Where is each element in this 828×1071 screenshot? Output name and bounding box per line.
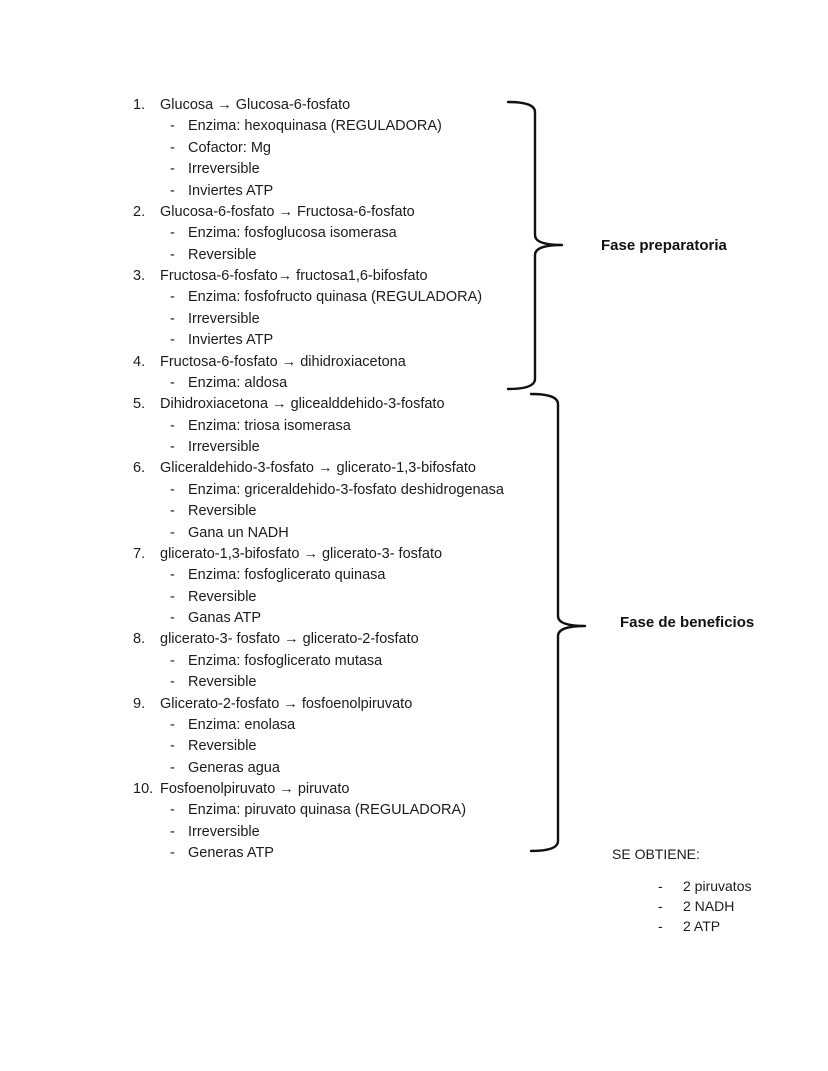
step-number: 3. [133,268,146,284]
result-item [658,876,751,896]
step-title-line [0,694,560,715]
step-detail-line [0,480,560,501]
dash-bullet: - [170,481,175,498]
step-detail: Irreversible [188,310,260,327]
step-title-line [0,352,560,373]
dash-bullet: - [170,652,175,669]
step-detail: Cofactor: Mg [188,139,271,156]
step-number: 6. [133,460,146,477]
step-title-line [0,779,560,800]
step-number: 1. [133,97,146,113]
step-detail: Reversible [188,738,257,755]
step-detail: Enzima: griceraldehido-3-fosfato deshidrogenasa [188,481,504,498]
results-heading: SE OBTIENE: [612,846,700,862]
step-title-line [0,458,560,479]
step-title: Fructosa-6-fosfato → dihidroxiacetona [160,353,406,370]
step-title-line [0,544,560,565]
step-detail-line [0,181,560,202]
dash-bullet: - [170,374,175,391]
step-detail-line [0,736,560,757]
dash-bullet: - [170,524,175,541]
step-title-line [0,629,560,650]
step-detail-line [0,245,560,266]
step-detail: Reversible [188,503,257,520]
dash-bullet: - [170,674,175,691]
result-item [658,896,751,916]
step-title: Glucosa-6-fosfato → Fructosa-6-fosfato [160,203,415,220]
step-detail-line [0,116,560,137]
step-detail: Enzima: fosfoglicerato quinasa [188,567,386,584]
phase-label-fase-de-beneficios: Fase de beneficios [620,614,755,631]
dash-bullet: - [170,225,175,242]
dash-bullet: - [658,878,663,894]
step-number: 9. [133,695,146,712]
step-detail: Reversible [188,246,257,263]
step-number: 8. [133,631,146,648]
dash-bullet: - [170,759,175,776]
step-title: Fructosa-6-fosfato→ fructosa1,6-bifosfato [160,268,428,284]
step-detail-line [0,416,560,437]
dash-bullet: - [170,139,175,156]
dash-bullet: - [170,738,175,755]
step-detail-line [0,651,560,672]
dash-bullet: - [170,845,175,862]
dash-bullet: - [170,588,175,605]
step-detail-line [0,587,560,608]
step-detail-line [0,138,560,159]
step-title-line [0,95,560,116]
dash-bullet: - [170,823,175,840]
dash-bullet: - [170,289,175,306]
dash-bullet: - [170,567,175,584]
step-detail-line [0,672,560,693]
step-detail: Reversible [188,674,257,691]
step-detail-line [0,373,560,394]
step-detail: Enzima: fosfoglicerato mutasa [188,652,383,669]
dash-bullet: - [170,716,175,733]
step-detail-line [0,309,560,330]
step-detail: Generas ATP [188,845,274,862]
step-title-line [0,266,560,287]
step-title: glicerato-3- fosfato → glicerato-2-fosfato [160,631,419,648]
step-detail: Enzima: fosfofructo quinasa (REGULADORA) [188,289,483,306]
step-title: Fosfoenolpiruvato → piruvato [160,781,350,797]
step-detail-line [0,501,560,522]
dash-bullet: - [170,503,175,520]
step-detail: Gana un NADH [188,524,289,541]
phase-label-fase-preparatoria: Fase preparatoria [601,237,727,254]
dash-bullet: - [170,802,175,819]
step-detail: Enzima: fosfoglucosa isomerasa [188,225,397,242]
step-detail-line [0,565,560,586]
step-detail: Irreversible [188,161,260,178]
step-title-line [0,394,560,415]
dash-bullet: - [170,332,175,349]
step-detail: Inviertes ATP [188,332,274,349]
step-detail: Enzima: enolasa [188,716,296,733]
step-title: Glucosa → Glucosa-6-fosfato [160,97,351,113]
dash-bullet: - [170,161,175,178]
step-detail: Enzima: triosa isomerasa [188,417,351,434]
step-detail: Enzima: piruvato quinasa (REGULADORA) [188,802,467,819]
step-number: 10. [133,781,154,797]
step-title: Gliceraldehido-3-fosfato → glicerato-1,3-bifosfato [160,460,476,477]
step-detail-line [0,715,560,736]
step-detail-line [0,822,560,843]
step-detail-line [0,159,560,180]
dash-bullet: - [170,310,175,327]
dash-bullet: - [658,918,663,934]
dash-bullet: - [170,118,175,135]
results-list [658,876,751,936]
step-detail-line [0,843,560,864]
step-detail: Generas agua [188,759,280,776]
step-number: 2. [133,203,146,220]
step-title-line [0,202,560,223]
step-detail-line [0,223,560,244]
step-number: 7. [133,545,146,562]
step-detail-line [0,523,560,544]
step-detail-line [0,437,560,458]
step-number: 4. [133,353,146,370]
step-detail-line [0,608,560,629]
step-title: Dihidroxiacetona → glicealddehido-3-fosfato [160,396,445,413]
dash-bullet: - [170,246,175,263]
dash-bullet: - [170,182,175,199]
result-item [658,916,751,936]
step-detail-line [0,758,560,779]
step-detail: Irreversible [188,439,260,455]
step-detail: Reversible [188,588,257,605]
step-detail: Irreversible [188,823,260,840]
dash-bullet: - [658,898,663,914]
step-detail: Ganas ATP [188,610,262,626]
dash-bullet: - [170,417,175,434]
step-detail: Inviertes ATP [188,182,274,199]
step-title: Glicerato-2-fosfato → fosfoenolpiruvato [160,695,413,712]
result-text: 2 ATP [683,918,721,934]
step-detail: Enzima: hexoquinasa (REGULADORA) [188,118,442,135]
step-detail-line [0,287,560,308]
result-text: 2 NADH [683,898,735,914]
result-text: 2 piruvatos [683,878,752,894]
glycolysis-steps-list [0,95,560,865]
dash-bullet: - [170,439,175,455]
step-number: 5. [133,396,146,413]
step-detail-line [0,800,560,821]
step-title: glicerato-1,3-bifosfato → glicerato-3- fosfato [160,545,443,562]
dash-bullet: - [170,610,175,626]
step-detail: Enzima: aldosa [188,374,288,391]
step-detail-line [0,330,560,351]
